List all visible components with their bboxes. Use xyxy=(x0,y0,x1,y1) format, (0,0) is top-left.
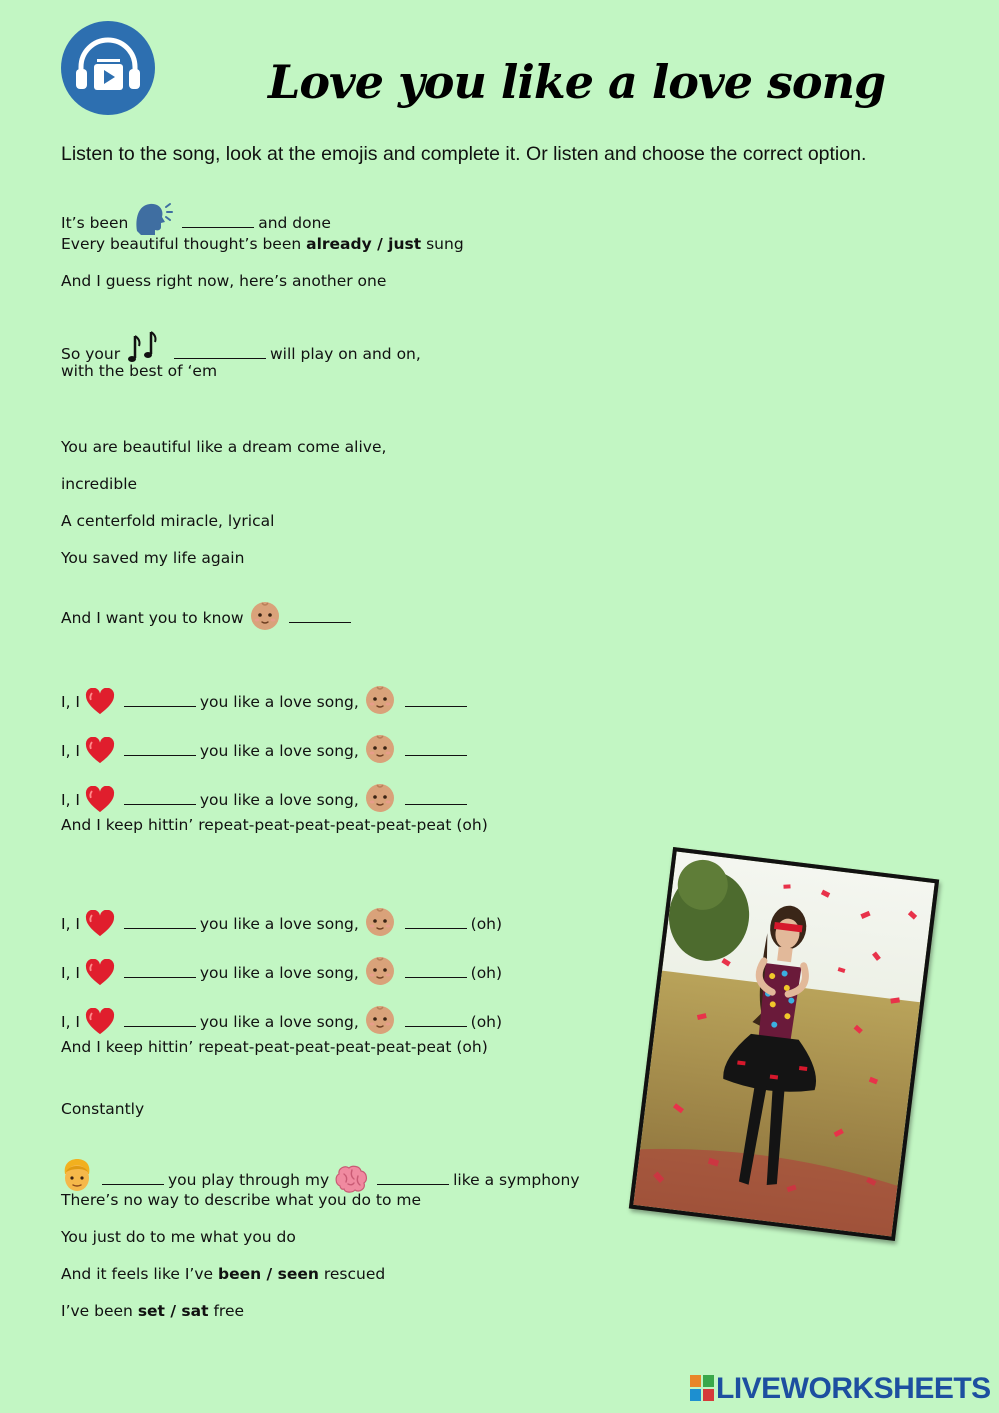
worksheet-title: Love you like a love song xyxy=(268,55,886,109)
lyric-line: And I keep hittin’ repeat-peat-peat-peat-peat-peat (oh) xyxy=(61,1038,488,1056)
answer-blank[interactable] xyxy=(377,1170,449,1185)
lyric-line: you play through my like a symphony xyxy=(61,1154,580,1190)
answer-blank[interactable] xyxy=(124,790,196,805)
baby-emoji xyxy=(364,684,396,716)
lyric-line: And I keep hittin’ repeat-peat-peat-peat-peat-peat (oh) xyxy=(61,816,488,834)
lyric-line: with the best of ‘em xyxy=(61,362,218,380)
baby-emoji xyxy=(364,955,396,987)
red-heart-emoji xyxy=(85,1008,115,1036)
lyric-line: You just do to me what you do xyxy=(61,1228,296,1246)
answer-blank[interactable] xyxy=(124,963,196,978)
answer-blank[interactable] xyxy=(405,914,467,929)
lyric-line: You are beautiful like a dream come alive, xyxy=(61,438,387,456)
liveworksheets-logo[interactable]: LIVEWORKSHEETS xyxy=(690,1372,991,1409)
chorus-line: I, I you like a love song, (oh) xyxy=(61,951,502,983)
choice-option[interactable]: already / just xyxy=(306,235,422,253)
baby-emoji xyxy=(364,782,396,814)
lyric-line: incredible xyxy=(61,475,138,493)
answer-blank[interactable] xyxy=(124,914,196,929)
chorus-line: I, I you like a love song, (oh) xyxy=(61,1000,502,1032)
headphones-play-icon[interactable] xyxy=(61,21,155,115)
answer-blank[interactable] xyxy=(405,963,467,978)
lyric-line: Every beautiful thought’s been already / just sung xyxy=(61,235,464,253)
lyric-line: I’ve been set / sat free xyxy=(61,1302,245,1320)
answer-blank[interactable] xyxy=(174,344,266,359)
chorus-line: I, I you like a love song, xyxy=(61,778,471,810)
answer-blank[interactable] xyxy=(405,790,467,805)
red-heart-emoji xyxy=(85,910,115,938)
chorus-line: I, I you like a love song, xyxy=(61,680,471,712)
instructions: Listen to the song, look at the emojis and complete it. Or listen and choose the correct option. xyxy=(61,143,867,165)
answer-blank[interactable] xyxy=(289,608,351,623)
baby-emoji xyxy=(364,906,396,938)
lyric-line: So your will play on and on, xyxy=(61,324,421,364)
lyric-line: And I want you to know xyxy=(61,596,355,628)
answer-blank[interactable] xyxy=(182,213,254,228)
chorus-line: I, I you like a love song, xyxy=(61,729,471,761)
lyric-line: You saved my life again xyxy=(61,549,245,567)
red-heart-emoji xyxy=(85,737,115,765)
lyric-line: A centerfold miracle, lyrical xyxy=(61,512,275,530)
person-emoji xyxy=(61,1158,93,1194)
lyric-line: Constantly xyxy=(61,1100,145,1118)
baby-emoji xyxy=(364,1004,396,1036)
lyric-line: And I guess right now, here’s another one xyxy=(61,272,387,290)
answer-blank[interactable] xyxy=(102,1170,164,1185)
choice-option[interactable]: been / seen xyxy=(218,1265,319,1283)
answer-blank[interactable] xyxy=(405,741,467,756)
answer-blank[interactable] xyxy=(124,1012,196,1027)
red-heart-emoji xyxy=(85,786,115,814)
answer-blank[interactable] xyxy=(405,1012,467,1027)
speaking-head-emoji xyxy=(133,201,173,237)
choice-option[interactable]: set / sat xyxy=(137,1302,209,1320)
lyric-line: There’s no way to describe what you do to me xyxy=(61,1191,422,1209)
answer-blank[interactable] xyxy=(124,692,196,707)
liveworksheets-logo-icon xyxy=(690,1375,714,1409)
red-heart-emoji xyxy=(85,688,115,716)
chorus-line: I, I you like a love song, (oh) xyxy=(61,902,502,934)
singer-photo xyxy=(629,847,939,1241)
lyric-line: And it feels like I’ve been / seen rescued xyxy=(61,1265,386,1283)
answer-blank[interactable] xyxy=(405,692,467,707)
answer-blank[interactable] xyxy=(124,741,196,756)
lyric-line: It’s been and done xyxy=(61,197,331,233)
baby-emoji xyxy=(364,733,396,765)
baby-emoji xyxy=(249,600,281,632)
red-heart-emoji xyxy=(85,959,115,987)
